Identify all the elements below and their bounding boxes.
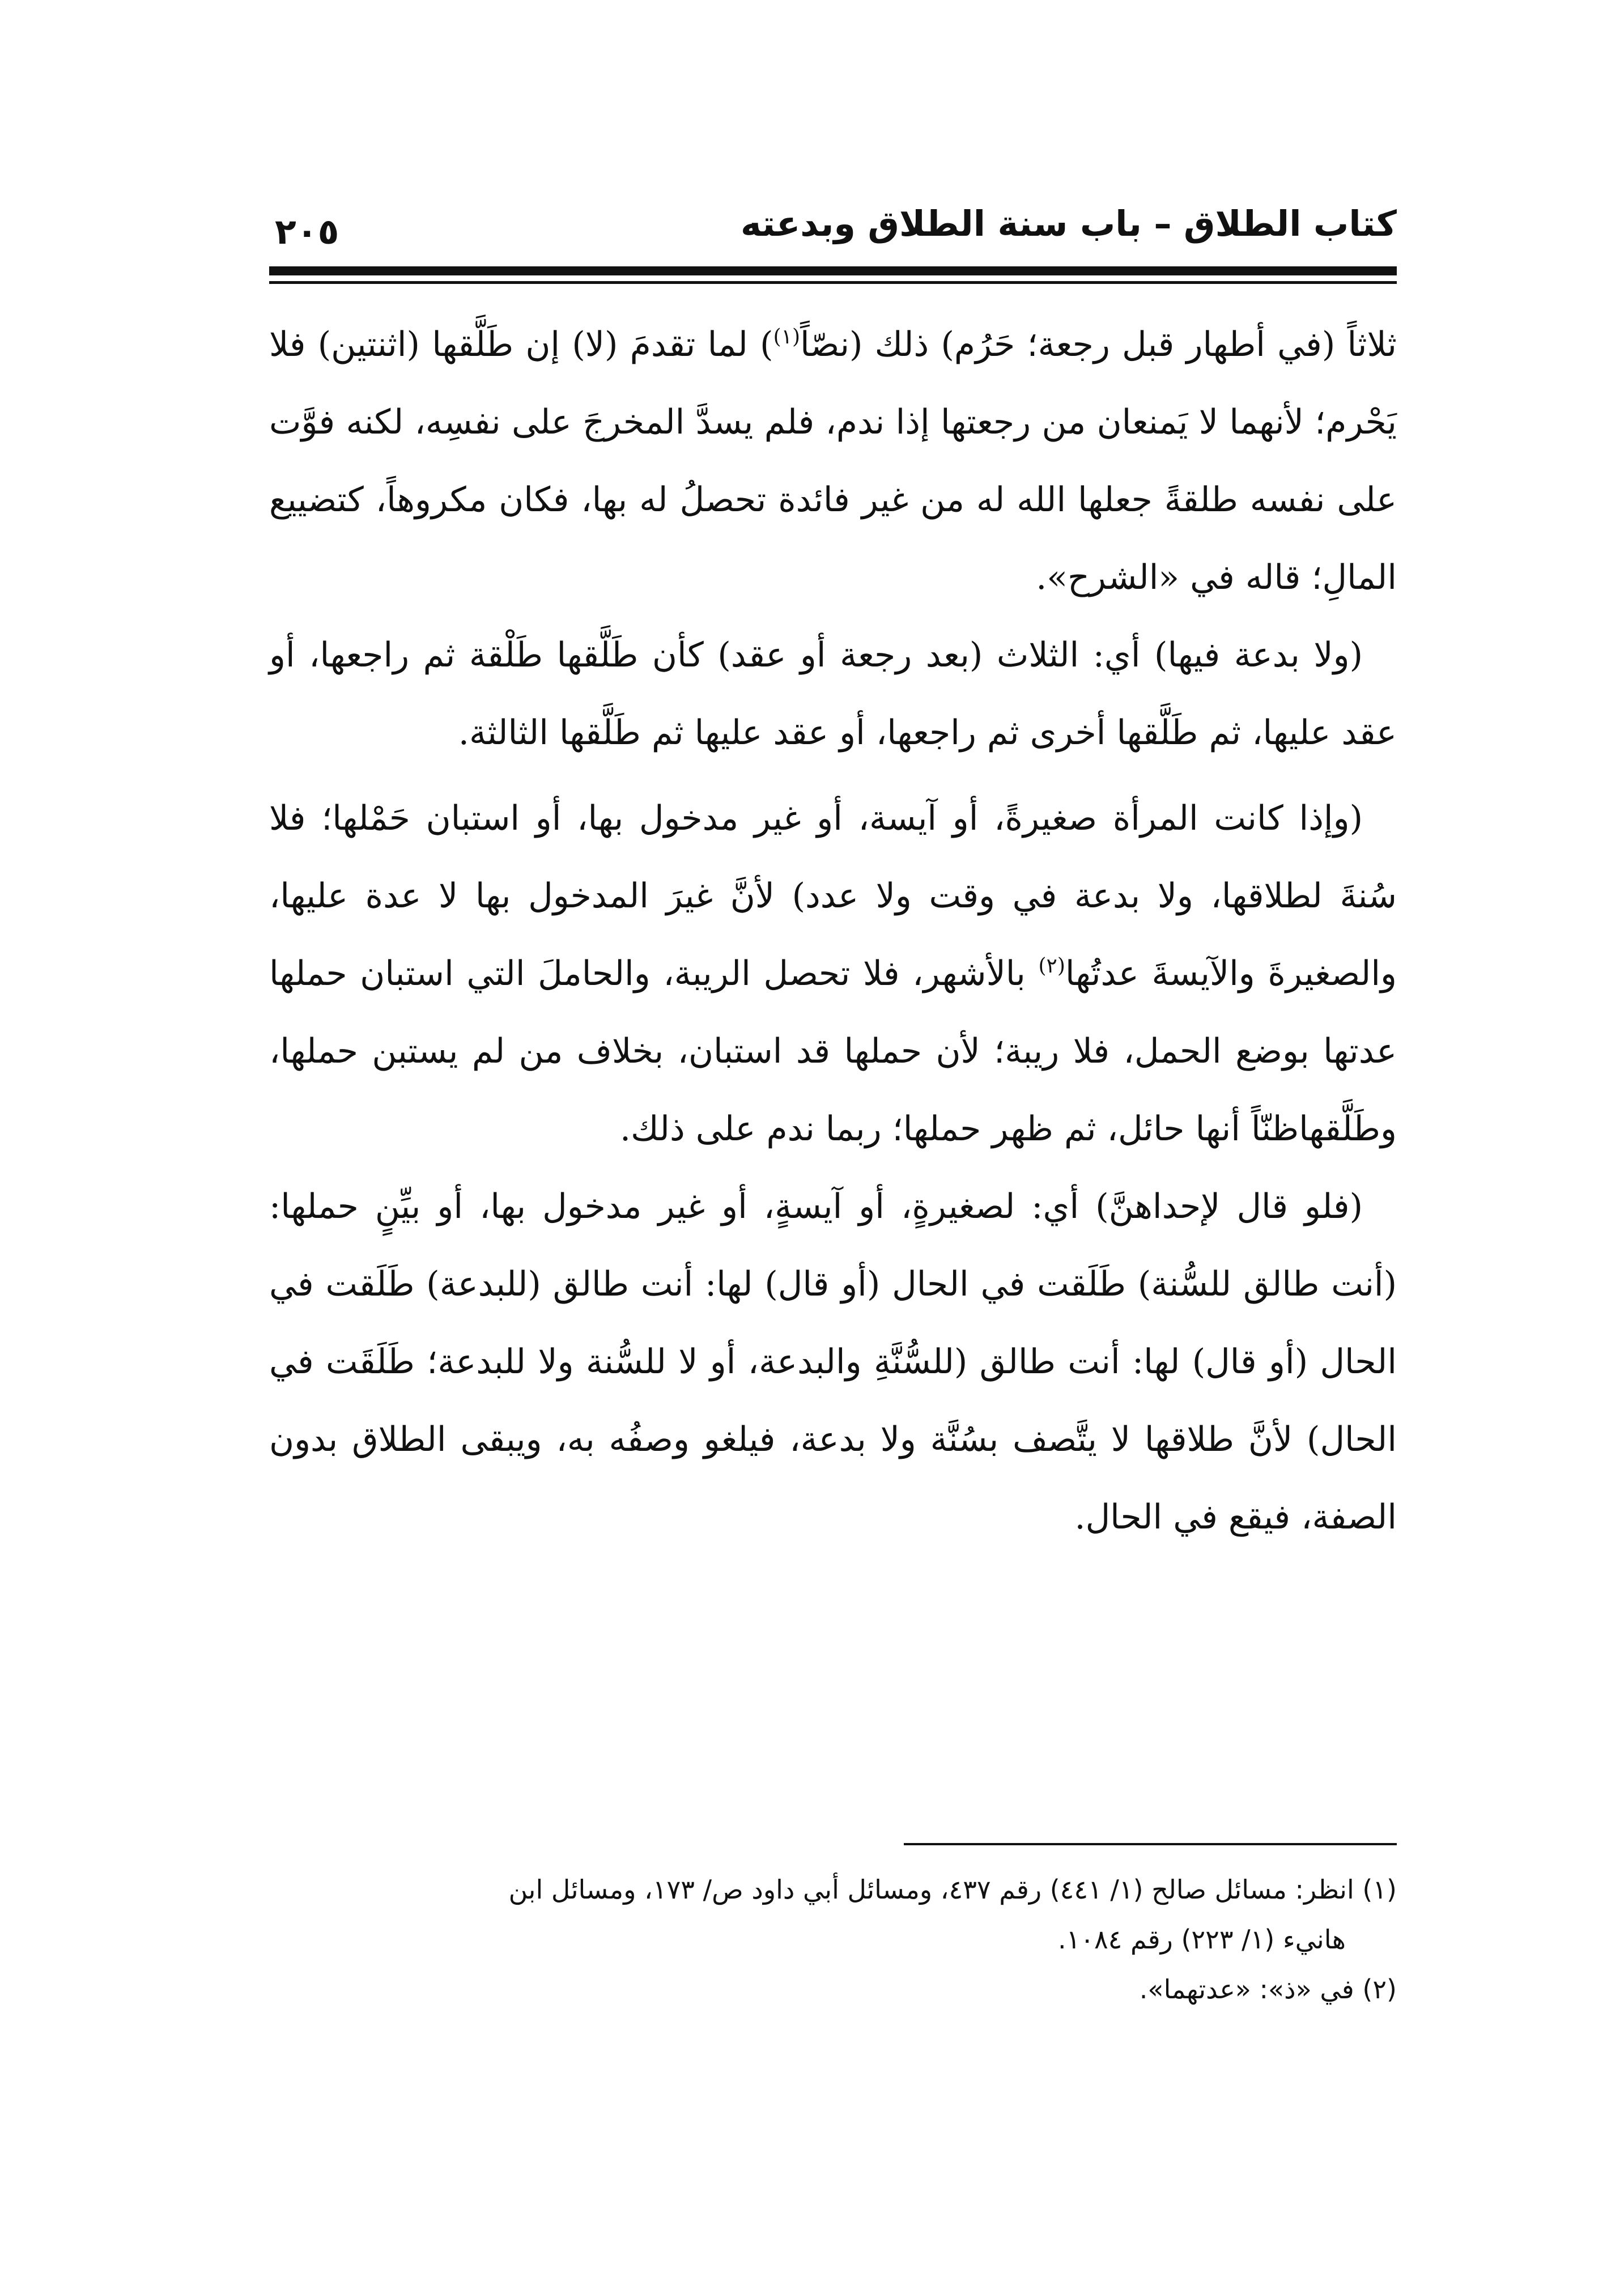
running-header bbox=[269, 187, 1397, 278]
footnote-1-line-2: هانيء (١/ ٢٢٣) رقم ١٠٨٤. bbox=[1057, 1924, 1346, 1955]
paragraph-3-text-a: (وإذا كانت المرأة صغيرةً، أو آيسة، أو غير مدخول بها، أو استبان حَمْلها؛ فلا سُنةَ لطلاقها، ولا بدعة في وقت ولا عدد) لأنَّ غيرَ المدخول بها لا عدة عليها، والصغيرةَ والآيسةَ عدتُها bbox=[269, 799, 1397, 993]
page-number: ٢٠٥ bbox=[275, 211, 339, 252]
footnotes bbox=[269, 1865, 1397, 2014]
footnote-ref-2: (٢) bbox=[1038, 954, 1065, 978]
paragraph-1-text-a: ثلاثاً (في أطهار قبل رجعة؛ حَرُم) ذلك (نصّاً bbox=[800, 325, 1397, 364]
footnote-separator bbox=[904, 1843, 1397, 1845]
paragraph-2: (ولا بدعة فيها) أي: الثلاث (بعد رجعة أو عقد) كأن طَلَّقها طَلْقة ثم راجعها، أو عقد عليها، ثم طَلَّقها أخرى ثم راجعها، أو عقد عليها ثم طَلَّقها الثالثة. bbox=[269, 635, 1397, 753]
footnote-2: (٢) في «ذ»: «عدتهما». bbox=[1139, 1974, 1397, 2005]
paragraph-1-text-b: ) لما تقدمَ (لا) إن طَلَّقها (اثنتين) فلا يَحْرم؛ لأنهما لا يَمنعان من رجعتها إذا ندم، فلم يسدَّ المخرجَ على نفسِه، لكنه فوَّت على نفسه طلقةً جعلها الله له من غير فائدة تحصلُ له بها، فكان مكروهاً، كتضييع المالِ؛ قاله في «الشرح». bbox=[269, 325, 1397, 597]
paragraph-4: (فلو قال لإحداهنَّ) أي: لصغيرةٍ، أو آيسةٍ، أو غير مدخول بها، أو بيِّنٍ حملها: (أنت طالق للسُّنة) طَلَقت في الحال (أو قال) لها: أنت طالق (للبدعة) طَلَقت في الحال (أو قال) لها: أنت طالق (للسُّنَّةِ والبدعة، أو لا للسُّنة ولا للبدعة؛ طَلَقَت في الحال) لأنَّ طلاقها لا يتَّصف بسُنَّة ولا بدعة، فيلغو وصفُه به، ويبقى الطلاق بدون الصفة، فيقع في الحال. bbox=[269, 1187, 1397, 1537]
paragraph-3-text-b: بالأشهر، فلا تحصل الريبة، والحاملَ التي استبان حملها عدتها بوضع الحمل، فلا ريبة؛ لأن حملها قد استبان، بخلاف من لم يستبن حملها، وطَلَّقهاظنّاً أنها حائل، ثم ظهر حملها؛ ربما ندم على ذلك. bbox=[269, 954, 1397, 1149]
main-text bbox=[269, 306, 1397, 1556]
footnote-1-line-1: (١) انظر: مسائل صالح (١/ ٤٤١) رقم ٤٣٧، ومسائل أبي داود ص/ ١٧٣، ومسائل ابن bbox=[508, 1874, 1397, 1905]
paragraph-1 bbox=[269, 306, 1397, 617]
header-rule-thin bbox=[269, 281, 1397, 284]
header-rule-thick bbox=[269, 266, 1397, 275]
chapter-title: كتاب الطلاق – باب سنة الطلاق وبدعته bbox=[741, 203, 1397, 244]
paragraph-3 bbox=[269, 780, 1397, 1168]
footnote-ref-1: (١) bbox=[773, 325, 800, 349]
